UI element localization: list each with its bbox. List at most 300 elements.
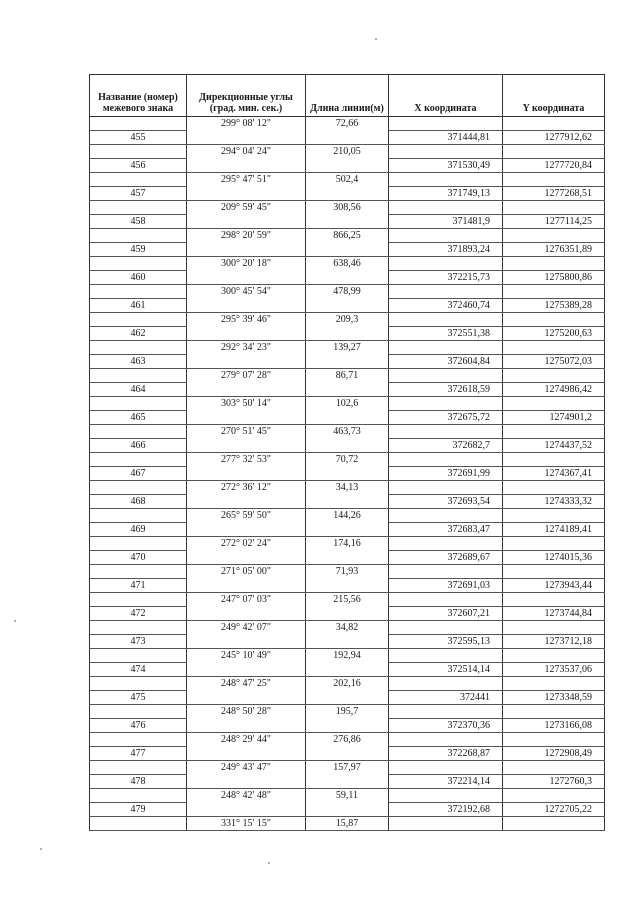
header-x: X координата bbox=[389, 75, 503, 117]
cell-line-length bbox=[306, 383, 389, 397]
cell-direction-angle: 245° 10' 49" bbox=[187, 649, 306, 663]
cell-y-coordinate: 1273712,18 bbox=[503, 635, 605, 649]
cell-x-coordinate: 372370,36 bbox=[389, 719, 503, 733]
cell-line-length: 195,7 bbox=[306, 705, 389, 719]
cell-line-length: 34,82 bbox=[306, 621, 389, 635]
cell-x-coordinate: 372551,38 bbox=[389, 327, 503, 341]
cell-x-coordinate: 372514,14 bbox=[389, 663, 503, 677]
boundary-coordinates-table bbox=[89, 74, 605, 831]
cell-direction-angle: 247° 07' 03" bbox=[187, 593, 306, 607]
cell-point-name: 457 bbox=[90, 187, 187, 201]
cell-y-coordinate bbox=[503, 201, 605, 215]
cell-x-coordinate: 372215,73 bbox=[389, 271, 503, 285]
cell-y-coordinate bbox=[503, 677, 605, 691]
cell-line-length bbox=[306, 131, 389, 145]
cell-x-coordinate bbox=[389, 509, 503, 523]
boundary-point-row bbox=[90, 131, 605, 145]
cell-x-coordinate bbox=[389, 621, 503, 635]
boundary-point-row bbox=[90, 243, 605, 257]
cell-point-name: 467 bbox=[90, 467, 187, 481]
cell-direction-angle: 295° 47' 51" bbox=[187, 173, 306, 187]
cell-x-coordinate: 372595,13 bbox=[389, 635, 503, 649]
cell-y-coordinate: 1274367,41 bbox=[503, 467, 605, 481]
cell-y-coordinate: 1277114,25 bbox=[503, 215, 605, 229]
boundary-point-row bbox=[90, 551, 605, 565]
cell-point-name bbox=[90, 677, 187, 691]
cell-direction-angle bbox=[187, 299, 306, 313]
cell-line-length: 157,97 bbox=[306, 761, 389, 775]
line-segment-row bbox=[90, 453, 605, 467]
cell-line-length: 638,46 bbox=[306, 257, 389, 271]
line-segment-row bbox=[90, 649, 605, 663]
line-segment-row bbox=[90, 789, 605, 803]
cell-line-length bbox=[306, 439, 389, 453]
cell-line-length bbox=[306, 663, 389, 677]
cell-line-length: 192,94 bbox=[306, 649, 389, 663]
cell-line-length bbox=[306, 775, 389, 789]
line-segment-row bbox=[90, 761, 605, 775]
cell-x-coordinate bbox=[389, 313, 503, 327]
cell-y-coordinate: 1272908,49 bbox=[503, 747, 605, 761]
boundary-point-row bbox=[90, 691, 605, 705]
cell-y-coordinate bbox=[503, 733, 605, 747]
line-segment-row bbox=[90, 705, 605, 719]
cell-y-coordinate: 1277720,84 bbox=[503, 159, 605, 173]
cell-point-name: 473 bbox=[90, 635, 187, 649]
cell-x-coordinate: 372214,14 bbox=[389, 775, 503, 789]
cell-direction-angle bbox=[187, 607, 306, 621]
cell-point-name: 458 bbox=[90, 215, 187, 229]
cell-line-length bbox=[306, 747, 389, 761]
cell-line-length bbox=[306, 607, 389, 621]
cell-line-length bbox=[306, 523, 389, 537]
cell-y-coordinate bbox=[503, 285, 605, 299]
cell-line-length bbox=[306, 159, 389, 173]
cell-line-length: 209,3 bbox=[306, 313, 389, 327]
cell-x-coordinate: 372691,99 bbox=[389, 467, 503, 481]
cell-y-coordinate bbox=[503, 341, 605, 355]
cell-x-coordinate bbox=[389, 481, 503, 495]
cell-line-length: 72,66 bbox=[306, 117, 389, 131]
cell-x-coordinate: 372607,21 bbox=[389, 607, 503, 621]
cell-point-name: 472 bbox=[90, 607, 187, 621]
cell-line-length: 276,86 bbox=[306, 733, 389, 747]
cell-y-coordinate bbox=[503, 425, 605, 439]
cell-line-length: 478,99 bbox=[306, 285, 389, 299]
boundary-point-row bbox=[90, 775, 605, 789]
cell-line-length: 215,56 bbox=[306, 593, 389, 607]
cell-line-length bbox=[306, 355, 389, 369]
cell-point-name bbox=[90, 453, 187, 467]
scan-speck bbox=[268, 862, 270, 864]
cell-line-length: 102,6 bbox=[306, 397, 389, 411]
cell-direction-angle: 298° 20' 59" bbox=[187, 229, 306, 243]
cell-direction-angle: 272° 36' 12" bbox=[187, 481, 306, 495]
cell-y-coordinate bbox=[503, 593, 605, 607]
cell-y-coordinate: 1275800,86 bbox=[503, 271, 605, 285]
cell-line-length: 139,27 bbox=[306, 341, 389, 355]
cell-x-coordinate bbox=[389, 817, 503, 831]
cell-y-coordinate bbox=[503, 229, 605, 243]
cell-point-name bbox=[90, 565, 187, 579]
cell-line-length bbox=[306, 719, 389, 733]
line-segment-row bbox=[90, 593, 605, 607]
cell-y-coordinate: 1273943,44 bbox=[503, 579, 605, 593]
cell-direction-angle bbox=[187, 215, 306, 229]
boundary-point-row bbox=[90, 663, 605, 677]
cell-direction-angle bbox=[187, 523, 306, 537]
cell-x-coordinate: 372689,67 bbox=[389, 551, 503, 565]
cell-line-length: 463,73 bbox=[306, 425, 389, 439]
boundary-point-row bbox=[90, 467, 605, 481]
boundary-point-row bbox=[90, 159, 605, 173]
cell-line-length bbox=[306, 299, 389, 313]
cell-line-length: 174,16 bbox=[306, 537, 389, 551]
cell-y-coordinate bbox=[503, 257, 605, 271]
cell-line-length bbox=[306, 579, 389, 593]
cell-x-coordinate: 372693,54 bbox=[389, 495, 503, 509]
cell-direction-angle: 299° 08' 12" bbox=[187, 117, 306, 131]
cell-x-coordinate: 372441 bbox=[389, 691, 503, 705]
cell-y-coordinate bbox=[503, 817, 605, 831]
cell-point-name: 464 bbox=[90, 383, 187, 397]
cell-point-name: 479 bbox=[90, 803, 187, 817]
cell-line-length bbox=[306, 411, 389, 425]
line-segment-row bbox=[90, 817, 605, 831]
cell-direction-angle: 248° 50' 28" bbox=[187, 705, 306, 719]
cell-point-name bbox=[90, 649, 187, 663]
cell-x-coordinate: 371749,13 bbox=[389, 187, 503, 201]
cell-point-name bbox=[90, 761, 187, 775]
cell-direction-angle: 248° 29' 44" bbox=[187, 733, 306, 747]
cell-x-coordinate: 372268,87 bbox=[389, 747, 503, 761]
cell-x-coordinate: 372192,68 bbox=[389, 803, 503, 817]
cell-point-name bbox=[90, 397, 187, 411]
cell-direction-angle bbox=[187, 551, 306, 565]
cell-line-length bbox=[306, 691, 389, 705]
cell-x-coordinate: 371444,81 bbox=[389, 131, 503, 145]
cell-y-coordinate: 1273744,84 bbox=[503, 607, 605, 621]
cell-direction-angle: 272° 02' 24" bbox=[187, 537, 306, 551]
cell-x-coordinate bbox=[389, 761, 503, 775]
cell-point-name bbox=[90, 425, 187, 439]
cell-x-coordinate bbox=[389, 677, 503, 691]
cell-line-length bbox=[306, 243, 389, 257]
cell-line-length bbox=[306, 187, 389, 201]
cell-direction-angle bbox=[187, 663, 306, 677]
boundary-point-row bbox=[90, 327, 605, 341]
cell-y-coordinate: 1273537,06 bbox=[503, 663, 605, 677]
cell-direction-angle bbox=[187, 467, 306, 481]
cell-point-name bbox=[90, 593, 187, 607]
cell-y-coordinate: 1275072,03 bbox=[503, 355, 605, 369]
cell-line-length: 866,25 bbox=[306, 229, 389, 243]
boundary-point-row bbox=[90, 495, 605, 509]
cell-point-name bbox=[90, 117, 187, 131]
header-name: Название (номер) межевого знака bbox=[90, 75, 187, 117]
cell-direction-angle: 295° 39' 46" bbox=[187, 313, 306, 327]
boundary-point-row bbox=[90, 803, 605, 817]
line-segment-row bbox=[90, 369, 605, 383]
header-y: Y координата bbox=[503, 75, 605, 117]
cell-line-length: 15,87 bbox=[306, 817, 389, 831]
boundary-point-row bbox=[90, 579, 605, 593]
cell-line-length: 144,26 bbox=[306, 509, 389, 523]
cell-x-coordinate: 372675,72 bbox=[389, 411, 503, 425]
cell-y-coordinate bbox=[503, 649, 605, 663]
cell-x-coordinate bbox=[389, 397, 503, 411]
line-segment-row bbox=[90, 341, 605, 355]
cell-line-length bbox=[306, 215, 389, 229]
cell-direction-angle: 300° 20' 18" bbox=[187, 257, 306, 271]
cell-y-coordinate bbox=[503, 565, 605, 579]
cell-x-coordinate: 371530,49 bbox=[389, 159, 503, 173]
cell-line-length: 502,4 bbox=[306, 173, 389, 187]
cell-y-coordinate: 1276351,89 bbox=[503, 243, 605, 257]
cell-x-coordinate bbox=[389, 537, 503, 551]
cell-x-coordinate bbox=[389, 229, 503, 243]
cell-line-length: 70,72 bbox=[306, 453, 389, 467]
cell-y-coordinate: 1274189,41 bbox=[503, 523, 605, 537]
cell-line-length bbox=[306, 271, 389, 285]
cell-y-coordinate bbox=[503, 369, 605, 383]
cell-point-name bbox=[90, 257, 187, 271]
cell-direction-angle bbox=[187, 803, 306, 817]
cell-direction-angle: 279° 07' 28" bbox=[187, 369, 306, 383]
cell-direction-angle bbox=[187, 747, 306, 761]
cell-line-length bbox=[306, 803, 389, 817]
cell-y-coordinate bbox=[503, 705, 605, 719]
cell-point-name bbox=[90, 705, 187, 719]
line-segment-row bbox=[90, 229, 605, 243]
cell-direction-angle: 265° 59' 50" bbox=[187, 509, 306, 523]
cell-point-name bbox=[90, 313, 187, 327]
cell-point-name: 459 bbox=[90, 243, 187, 257]
cell-y-coordinate bbox=[503, 621, 605, 635]
scan-speck bbox=[40, 848, 42, 850]
cell-y-coordinate: 1272705,22 bbox=[503, 803, 605, 817]
header-length: Длина линии(м) bbox=[306, 75, 389, 117]
cell-point-name bbox=[90, 817, 187, 831]
cell-point-name: 455 bbox=[90, 131, 187, 145]
cell-x-coordinate bbox=[389, 117, 503, 131]
cell-x-coordinate: 372618,59 bbox=[389, 383, 503, 397]
cell-line-length: 34,13 bbox=[306, 481, 389, 495]
cell-point-name bbox=[90, 621, 187, 635]
cell-line-length: 71,93 bbox=[306, 565, 389, 579]
cell-x-coordinate bbox=[389, 369, 503, 383]
cell-y-coordinate bbox=[503, 397, 605, 411]
line-segment-row bbox=[90, 481, 605, 495]
cell-x-coordinate: 372682,7 bbox=[389, 439, 503, 453]
cell-direction-angle: 249° 43' 47" bbox=[187, 761, 306, 775]
cell-y-coordinate bbox=[503, 145, 605, 159]
cell-point-name: 460 bbox=[90, 271, 187, 285]
cell-direction-angle: 294° 04' 24" bbox=[187, 145, 306, 159]
boundary-point-row bbox=[90, 607, 605, 621]
cell-y-coordinate bbox=[503, 789, 605, 803]
cell-direction-angle bbox=[187, 635, 306, 649]
boundary-point-row bbox=[90, 439, 605, 453]
cell-line-length bbox=[306, 635, 389, 649]
cell-direction-angle: 270° 51' 45" bbox=[187, 425, 306, 439]
cell-direction-angle bbox=[187, 691, 306, 705]
cell-point-name: 465 bbox=[90, 411, 187, 425]
cell-direction-angle bbox=[187, 411, 306, 425]
cell-direction-angle bbox=[187, 243, 306, 257]
cell-direction-angle: 303° 50' 14" bbox=[187, 397, 306, 411]
cell-x-coordinate bbox=[389, 705, 503, 719]
cell-x-coordinate bbox=[389, 565, 503, 579]
cell-y-coordinate: 1274015,36 bbox=[503, 551, 605, 565]
cell-direction-angle: 249° 42' 07" bbox=[187, 621, 306, 635]
cell-line-length: 308,56 bbox=[306, 201, 389, 215]
cell-y-coordinate: 1277912,62 bbox=[503, 131, 605, 145]
cell-line-length bbox=[306, 467, 389, 481]
cell-point-name bbox=[90, 481, 187, 495]
cell-point-name: 471 bbox=[90, 579, 187, 593]
boundary-point-row bbox=[90, 215, 605, 229]
scan-speck bbox=[14, 620, 16, 622]
cell-y-coordinate: 1274333,32 bbox=[503, 495, 605, 509]
cell-y-coordinate: 1274437,52 bbox=[503, 439, 605, 453]
cell-x-coordinate bbox=[389, 425, 503, 439]
cell-x-coordinate bbox=[389, 733, 503, 747]
boundary-point-row bbox=[90, 271, 605, 285]
cell-direction-angle bbox=[187, 159, 306, 173]
cell-direction-angle bbox=[187, 327, 306, 341]
cell-x-coordinate bbox=[389, 341, 503, 355]
line-segment-row bbox=[90, 509, 605, 523]
boundary-point-row bbox=[90, 523, 605, 537]
cell-direction-angle bbox=[187, 775, 306, 789]
cell-x-coordinate bbox=[389, 453, 503, 467]
cell-x-coordinate bbox=[389, 173, 503, 187]
cell-y-coordinate bbox=[503, 537, 605, 551]
cell-point-name bbox=[90, 285, 187, 299]
cell-y-coordinate bbox=[503, 313, 605, 327]
cell-x-coordinate bbox=[389, 257, 503, 271]
cell-x-coordinate: 371481,9 bbox=[389, 215, 503, 229]
cell-point-name bbox=[90, 789, 187, 803]
line-segment-row bbox=[90, 621, 605, 635]
cell-y-coordinate bbox=[503, 481, 605, 495]
cell-direction-angle: 209° 59' 45" bbox=[187, 201, 306, 215]
boundary-point-row bbox=[90, 383, 605, 397]
cell-x-coordinate: 372691,03 bbox=[389, 579, 503, 593]
line-segment-row bbox=[90, 425, 605, 439]
cell-direction-angle bbox=[187, 383, 306, 397]
cell-point-name: 463 bbox=[90, 355, 187, 369]
cell-line-length bbox=[306, 327, 389, 341]
cell-point-name bbox=[90, 369, 187, 383]
cell-y-coordinate: 1275200,63 bbox=[503, 327, 605, 341]
cell-point-name: 461 bbox=[90, 299, 187, 313]
boundary-point-row bbox=[90, 635, 605, 649]
boundary-point-row bbox=[90, 355, 605, 369]
header-angle: Дирекционные углы (град. мин. сек.) bbox=[187, 75, 306, 117]
cell-x-coordinate bbox=[389, 649, 503, 663]
cell-point-name: 466 bbox=[90, 439, 187, 453]
cell-y-coordinate bbox=[503, 761, 605, 775]
scan-speck bbox=[375, 38, 377, 40]
line-segment-row bbox=[90, 145, 605, 159]
cell-point-name bbox=[90, 229, 187, 243]
cell-x-coordinate bbox=[389, 201, 503, 215]
table-header-row bbox=[90, 75, 605, 117]
cell-line-length: 86,71 bbox=[306, 369, 389, 383]
cell-x-coordinate: 372604,84 bbox=[389, 355, 503, 369]
cell-point-name bbox=[90, 537, 187, 551]
cell-x-coordinate: 372683,47 bbox=[389, 523, 503, 537]
cell-line-length bbox=[306, 495, 389, 509]
cell-point-name bbox=[90, 145, 187, 159]
cell-x-coordinate bbox=[389, 285, 503, 299]
cell-y-coordinate bbox=[503, 453, 605, 467]
boundary-point-row bbox=[90, 411, 605, 425]
cell-line-length: 210,05 bbox=[306, 145, 389, 159]
line-segment-row bbox=[90, 733, 605, 747]
line-segment-row bbox=[90, 677, 605, 691]
cell-x-coordinate: 372460,74 bbox=[389, 299, 503, 313]
cell-line-length: 202,16 bbox=[306, 677, 389, 691]
cell-y-coordinate bbox=[503, 117, 605, 131]
cell-point-name: 477 bbox=[90, 747, 187, 761]
cell-direction-angle: 248° 47' 25" bbox=[187, 677, 306, 691]
cell-x-coordinate bbox=[389, 593, 503, 607]
cell-direction-angle bbox=[187, 439, 306, 453]
cell-point-name: 470 bbox=[90, 551, 187, 565]
cell-point-name: 469 bbox=[90, 523, 187, 537]
cell-point-name bbox=[90, 509, 187, 523]
cell-direction-angle bbox=[187, 131, 306, 145]
line-segment-row bbox=[90, 397, 605, 411]
line-segment-row bbox=[90, 201, 605, 215]
boundary-point-row bbox=[90, 747, 605, 761]
cell-line-length bbox=[306, 551, 389, 565]
cell-direction-angle bbox=[187, 355, 306, 369]
cell-point-name bbox=[90, 173, 187, 187]
cell-point-name: 462 bbox=[90, 327, 187, 341]
line-segment-row bbox=[90, 117, 605, 131]
cell-line-length: 59,11 bbox=[306, 789, 389, 803]
cell-point-name: 456 bbox=[90, 159, 187, 173]
cell-x-coordinate: 371893,24 bbox=[389, 243, 503, 257]
line-segment-row bbox=[90, 285, 605, 299]
line-segment-row bbox=[90, 313, 605, 327]
cell-point-name bbox=[90, 201, 187, 215]
cell-x-coordinate bbox=[389, 145, 503, 159]
cell-point-name: 468 bbox=[90, 495, 187, 509]
line-segment-row bbox=[90, 257, 605, 271]
cell-direction-angle bbox=[187, 495, 306, 509]
cell-point-name: 476 bbox=[90, 719, 187, 733]
cell-direction-angle bbox=[187, 719, 306, 733]
cell-direction-angle bbox=[187, 271, 306, 285]
cell-y-coordinate: 1277268,51 bbox=[503, 187, 605, 201]
cell-y-coordinate bbox=[503, 509, 605, 523]
cell-direction-angle: 271° 05' 00" bbox=[187, 565, 306, 579]
cell-y-coordinate: 1273166,08 bbox=[503, 719, 605, 733]
cell-x-coordinate bbox=[389, 789, 503, 803]
cell-direction-angle: 300° 45' 54" bbox=[187, 285, 306, 299]
cell-y-coordinate: 1275389,28 bbox=[503, 299, 605, 313]
cell-point-name: 478 bbox=[90, 775, 187, 789]
cell-direction-angle: 292° 34' 23" bbox=[187, 341, 306, 355]
cell-point-name bbox=[90, 341, 187, 355]
line-segment-row bbox=[90, 173, 605, 187]
cell-point-name: 475 bbox=[90, 691, 187, 705]
